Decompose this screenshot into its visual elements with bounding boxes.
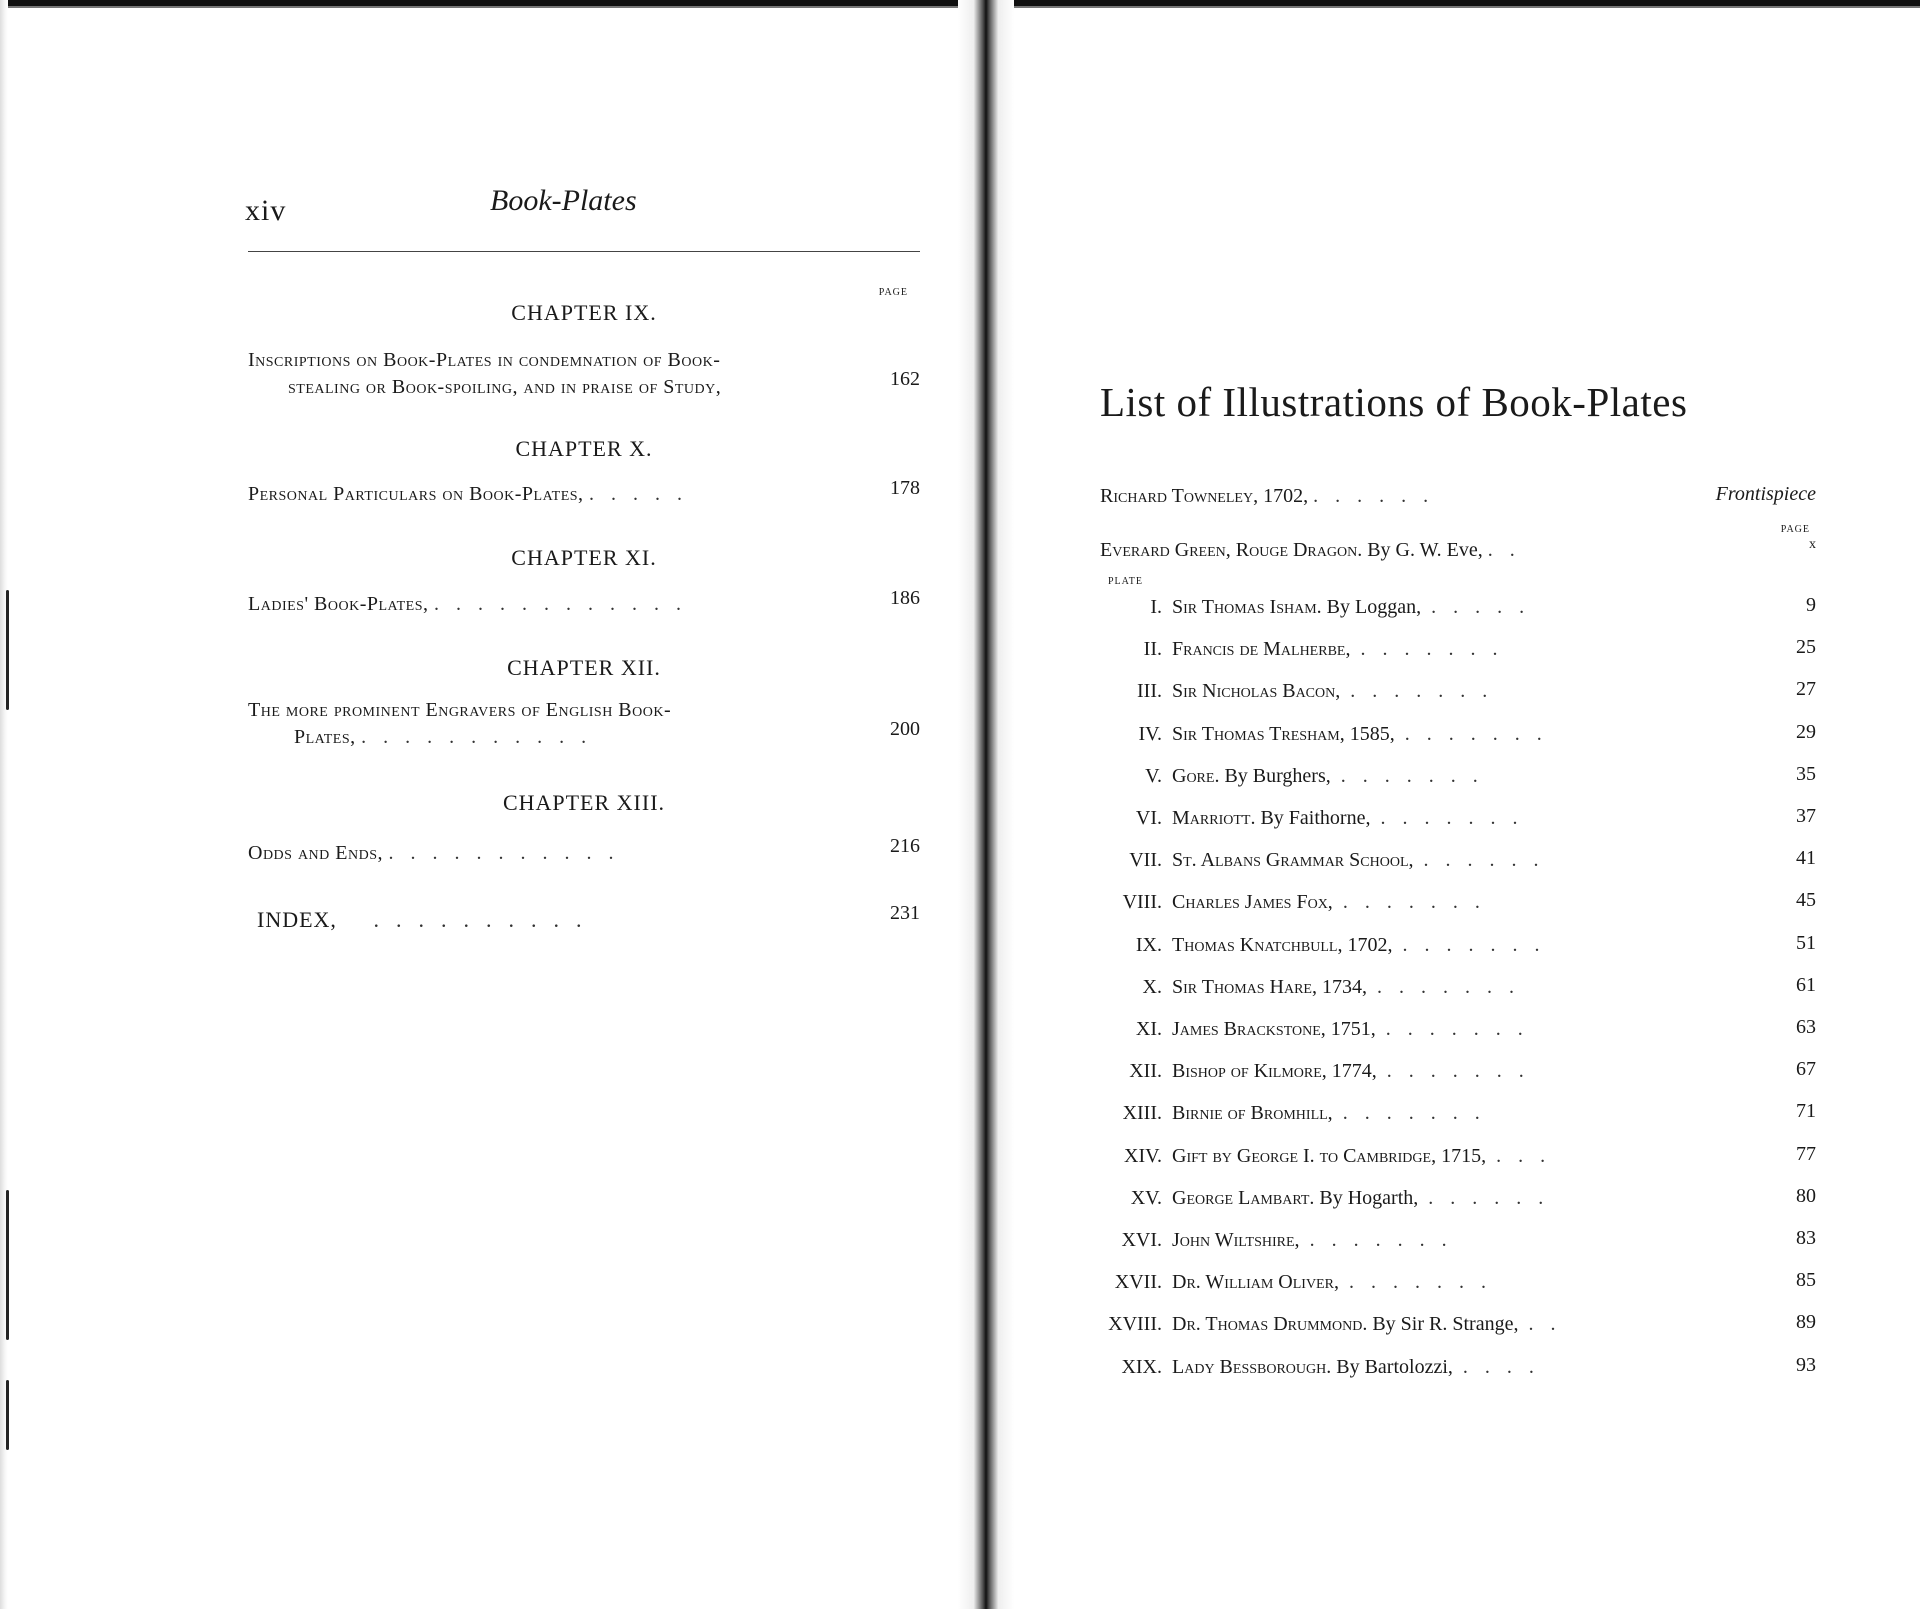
- leader-dots: .......: [1360, 638, 1515, 661]
- chapter-title: [248, 697, 868, 751]
- front-plate-entry: [1100, 537, 1780, 564]
- chapter-page-number: 200: [890, 718, 920, 740]
- plate-title: Francis de Malherbe,: [1172, 638, 1351, 661]
- plate-engraver: By Faithorne,: [1260, 807, 1371, 829]
- leader-dots: .......: [1385, 1018, 1540, 1040]
- plate-title: Sir Thomas Tresham, 1585,: [1172, 722, 1395, 745]
- chapter-page-number: 162: [890, 368, 920, 390]
- front-plate-engraver: By G. W. Eve,: [1367, 539, 1483, 561]
- leader-dots: ......: [1428, 1186, 1561, 1209]
- leader-dots: .......: [1377, 975, 1531, 998]
- plate-entry: [1100, 721, 1780, 748]
- plate-entry: [1100, 678, 1780, 705]
- plate-entry: [1100, 1058, 1780, 1085]
- plate-engraver: By Hogarth,: [1319, 1186, 1419, 1209]
- plate-number: VIII.: [1122, 891, 1162, 914]
- chapter-page-number: 178: [890, 477, 920, 499]
- right-page: [1014, 0, 1920, 1609]
- chapter-title-line: stealing or Book-spoiling, and in praise of Study,: [288, 376, 722, 398]
- plate-title: Charles James Fox,: [1172, 891, 1333, 914]
- plate-page-number: 51: [1796, 931, 1816, 954]
- index-entry: [257, 906, 877, 933]
- plate-engraver: By Loggan,: [1326, 596, 1422, 618]
- plate-page-number: 9: [1806, 594, 1816, 616]
- plate-title: Thomas Knatchbull, 1702,: [1172, 933, 1393, 956]
- plate-engraver: By Burghers,: [1224, 764, 1331, 787]
- plate-number: XII.: [1129, 1060, 1162, 1083]
- plate-entry: [1100, 1311, 1780, 1338]
- leader-dots: .......: [1350, 680, 1505, 703]
- leader-dots: ...: [1496, 1144, 1563, 1167]
- chapter-title: [248, 840, 868, 867]
- plate-title: John Wiltshire,: [1172, 1229, 1300, 1251]
- plate-entry: [1100, 1227, 1780, 1254]
- plate-number: IX.: [1135, 933, 1162, 956]
- leader-dots: .......: [1380, 807, 1535, 829]
- plate-number: XVIII.: [1108, 1313, 1162, 1336]
- plate-page-number: 89: [1796, 1311, 1816, 1334]
- plate-title: St. Albans Grammar School,: [1172, 849, 1414, 872]
- frontispiece-page: Frontispiece: [1715, 483, 1816, 505]
- leader-dots: .......: [1342, 891, 1497, 914]
- plate-page-number: 93: [1796, 1353, 1816, 1376]
- chapter-heading: CHAPTER XII.: [507, 655, 661, 680]
- plate-entry: [1100, 636, 1780, 663]
- chapter-page-number: 216: [890, 835, 920, 857]
- running-head: Book-Plates: [490, 184, 637, 217]
- leader-dots: ..: [1487, 539, 1532, 561]
- plate-title: Gift by George I. to Cambridge, 1715,: [1172, 1144, 1487, 1167]
- frontispiece-entry: [1100, 483, 1780, 510]
- plate-title: James Brackstone, 1751,: [1172, 1018, 1376, 1040]
- leader-dots: .......: [1348, 1271, 1503, 1294]
- plate-number: XV.: [1130, 1186, 1162, 1209]
- plate-entry: [1100, 1354, 1780, 1381]
- plate-entry: [1100, 1016, 1780, 1043]
- leader-dots: ............: [434, 593, 698, 615]
- plate-number: X.: [1142, 975, 1162, 998]
- plate-entry: [1100, 1143, 1780, 1170]
- plate-page-number: 35: [1796, 762, 1816, 785]
- plate-entry: [1100, 889, 1780, 916]
- plate-page-number: 80: [1796, 1184, 1816, 1207]
- plate-entry: [1100, 763, 1780, 790]
- chapter-heading: CHAPTER X.: [515, 436, 653, 461]
- plate-title: Sir Nicholas Bacon,: [1172, 680, 1341, 703]
- plate-page-number: 71: [1796, 1100, 1816, 1123]
- plate-title: Lady Bessborough.: [1172, 1355, 1332, 1378]
- front-plate-label: Everard Green, Rouge Dragon.: [1100, 539, 1363, 561]
- plate-title: Bishop of Kilmore, 1774,: [1172, 1060, 1377, 1083]
- chapter-title-line: The more prominent Engravers of English Book-: [248, 699, 672, 721]
- chapter-title: [248, 591, 868, 618]
- plate-entry: [1100, 1269, 1780, 1296]
- leader-dots: .......: [1340, 764, 1495, 787]
- page-column-label: PAGE: [1780, 524, 1810, 535]
- plate-title: Marriott.: [1172, 807, 1256, 829]
- chapter-heading: CHAPTER XIII.: [502, 790, 666, 815]
- front-plate-page: x: [1809, 537, 1816, 552]
- page-column-label: PAGE: [878, 287, 908, 298]
- leader-dots: ...........: [361, 726, 604, 748]
- plate-number: VI.: [1135, 807, 1162, 829]
- plate-page-number: 41: [1796, 847, 1816, 870]
- chapter-title: [248, 481, 868, 508]
- plate-number: XVI.: [1121, 1229, 1162, 1251]
- plate-engraver: By Sir R. Strange,: [1372, 1313, 1519, 1336]
- plate-entry: [1100, 847, 1780, 874]
- plate-entry: [1100, 1100, 1780, 1127]
- folio-number: xiv: [245, 194, 287, 227]
- left-page: [0, 0, 958, 1609]
- plate-number: III.: [1137, 680, 1162, 703]
- plate-title: Sir Thomas Hare, 1734,: [1172, 975, 1367, 998]
- plate-page-number: 37: [1796, 805, 1816, 827]
- plate-number: XIV.: [1124, 1144, 1162, 1167]
- chapter-title: [248, 347, 868, 401]
- leader-dots: .....: [589, 483, 700, 505]
- plate-column-label: PLATE: [1108, 576, 1143, 587]
- chapter-title-line: Personal Particulars on Book-Plates,: [248, 483, 584, 505]
- plate-number: V.: [1145, 764, 1162, 787]
- leader-dots: .....: [1431, 596, 1542, 618]
- leader-dots: ...........: [388, 842, 631, 864]
- plate-page-number: 63: [1796, 1016, 1816, 1038]
- leader-dots: ..........: [373, 907, 599, 932]
- plate-number: XIII.: [1122, 1102, 1162, 1125]
- plate-page-number: 25: [1796, 636, 1816, 659]
- index-page-number: 231: [890, 902, 920, 924]
- chapter-title-line: Plates,: [294, 726, 356, 748]
- leader-dots: .......: [1404, 722, 1559, 745]
- list-title: List of Illustrations of Book-Plates: [1100, 379, 1688, 425]
- leader-dots: ....: [1462, 1355, 1551, 1378]
- plate-page-number: 27: [1796, 678, 1816, 701]
- chapter-title-line: Inscriptions on Book-Plates in condemnation of Book-: [248, 349, 721, 371]
- plate-title: George Lambart.: [1172, 1186, 1315, 1209]
- plate-number: VII.: [1129, 849, 1162, 872]
- plate-number: II.: [1143, 638, 1162, 661]
- plate-title: Sir Thomas Isham.: [1172, 596, 1322, 618]
- plate-entry: [1100, 974, 1780, 1001]
- plate-page-number: 29: [1796, 720, 1816, 743]
- plate-entry: [1100, 594, 1780, 621]
- plate-entry: [1100, 932, 1780, 959]
- index-label: INDEX,: [257, 907, 337, 932]
- chapter-heading: CHAPTER IX.: [511, 300, 657, 325]
- plate-page-number: 67: [1796, 1058, 1816, 1081]
- leader-dots: ......: [1313, 485, 1446, 507]
- plate-title: Birnie of Bromhill,: [1172, 1102, 1333, 1125]
- plate-number: XI.: [1135, 1018, 1162, 1040]
- chapter-title-line: Odds and Ends,: [248, 842, 384, 864]
- plate-number: XIX.: [1121, 1355, 1162, 1378]
- leader-dots: ..: [1528, 1313, 1573, 1336]
- plate-page-number: 77: [1796, 1142, 1816, 1165]
- chapter-title-line: Ladies' Book-Plates,: [248, 593, 429, 615]
- plate-number: I.: [1150, 596, 1162, 618]
- plate-page-number: 61: [1796, 973, 1816, 996]
- plate-page-number: 45: [1796, 889, 1816, 912]
- chapter-page-number: 186: [890, 587, 920, 609]
- plate-entry: [1100, 805, 1780, 832]
- plate-entry: [1100, 1185, 1780, 1212]
- frontispiece-label: Richard Towneley, 1702,: [1100, 485, 1309, 507]
- leader-dots: .......: [1309, 1229, 1464, 1251]
- plate-number: XVII.: [1114, 1271, 1162, 1294]
- leader-dots: ......: [1423, 849, 1556, 872]
- plate-title: Dr. Thomas Drummond.: [1172, 1313, 1368, 1336]
- plate-title: Gore.: [1172, 764, 1220, 787]
- plate-page-number: 85: [1796, 1269, 1816, 1292]
- plate-number: IV.: [1138, 722, 1162, 745]
- chapter-heading: CHAPTER XI.: [511, 545, 657, 570]
- header-rule: [248, 251, 920, 252]
- plate-title: Dr. William Oliver,: [1172, 1271, 1339, 1294]
- plate-page-number: 83: [1796, 1227, 1816, 1249]
- leader-dots: .......: [1386, 1060, 1541, 1083]
- leader-dots: .......: [1342, 1102, 1497, 1125]
- book-gutter: [958, 0, 1014, 1609]
- plate-engraver: By Bartolozzi,: [1336, 1355, 1453, 1378]
- leader-dots: .......: [1402, 933, 1557, 956]
